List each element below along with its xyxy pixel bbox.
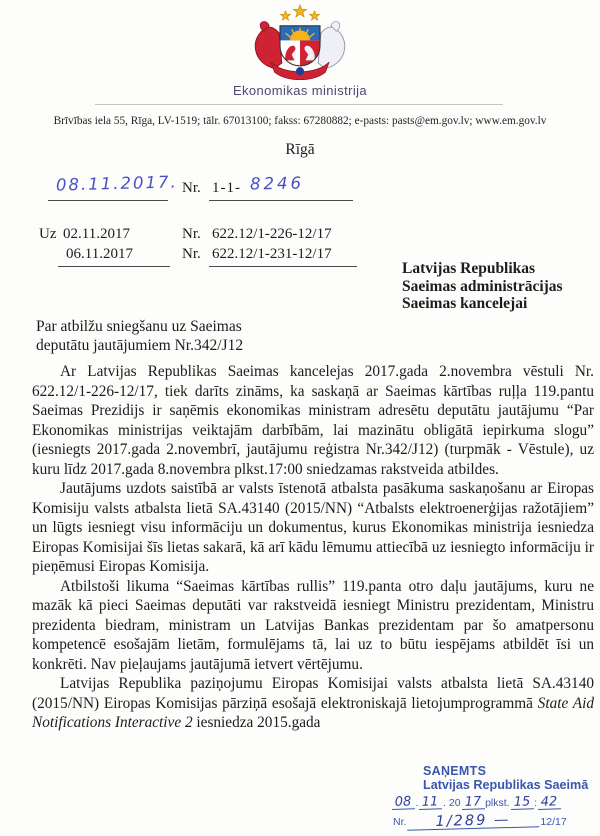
recipient-line-2: Saeimas administrācijas [402, 277, 563, 295]
handwritten-date: 08.11.2017. [55, 172, 178, 195]
nr-label: Nr. [182, 180, 201, 196]
paragraph-4 [32, 674, 594, 733]
ministry-address: Brīvības iela 55, Rīga, LV-1519; tālr. 67013100; fakss: 67280882; e-pasts: pasts@em.gov.lv; www.em.gov.lv [53, 115, 547, 127]
date-underline [48, 200, 168, 201]
paragraph-4-text: Latvijas Republika paziņojumu Eiropas Komisijai valsts atbalsta lietā SA.43140 (2015/NN) Eiropas Komisijas pārziņā esošajā elektroniskajā lietojumprogrammā [32, 675, 594, 712]
incoming-date-2: 06.11.2017 [66, 246, 133, 262]
stamp-date-row [392, 796, 596, 810]
incoming-date-1: 02.11.2017 [63, 226, 130, 242]
stamp-day-handwritten: 08 [392, 795, 415, 810]
received-stamp [392, 764, 596, 829]
stamp-time-label: plkst. [485, 797, 510, 809]
incoming-number-1: 622.12/1-226-12/17 [212, 226, 332, 242]
letter-body [32, 362, 594, 733]
stamp-dot-2: . 20 [443, 797, 461, 809]
recipient-line-1: Latvijas Republikas [402, 260, 536, 277]
stamp-hour-handwritten: 15 [510, 795, 533, 810]
recipient-line-3: Saeimas kancelejai [402, 295, 528, 312]
stamp-nr-handwritten: 1/289 — [407, 812, 539, 830]
ministry-name: Ekonomikas ministrija [232, 83, 368, 98]
incoming-nr-label-1: Nr. [182, 226, 201, 242]
recipient-block [402, 260, 563, 313]
stamp-subtitle: Latvijas Republikas Saeimā [423, 778, 589, 792]
stamp-nr-row [392, 814, 596, 829]
uz-label: Uz [39, 226, 57, 242]
paragraph-3: Atbilstoši likuma “Saeimas kārtības rullis” 119.panta otro daļu jautājums, kuru ne mazāk kā pieci Saeimas deputāti var rakstveidā iesniegt Ministru prezidentam, Ministru prezidenta biedram, ministram un Latvijas Bankas prezidentam par šo amatpersonu kompetencē esošajām lietām, formulējams tā, lai uz to būtu iespējams atbildēt īsi un konkrēti. Nav pieļaujams jautājumā ietvert vērtējumu. [32, 577, 594, 673]
letterhead-divider [95, 104, 503, 105]
nr-prefix: 1-1- [212, 180, 241, 196]
stamp-nr-suffix: 12/17 [540, 816, 567, 828]
incoming-number-2: 622.12/1-231-12/17 [212, 246, 332, 262]
stamp-month-handwritten: 11 [419, 795, 442, 810]
subject-line-2: deputātu jautājumiem Nr.342/J12 [36, 337, 244, 354]
paragraph-1: Ar Latvijas Republikas Saeimas kancelejas 2017.gada 2.novembra vēstuli Nr. 622.12/1-226-12/17, tiek darīts zināms, ka saskaņā ar Saeimas kārtības ruļļa 119.pantu Saeimas Prezidijs ir saņēmis ekonomikas ministram adresētu deputātu jautājumu “Par Ekonomikas ministrijas veiktajām darbībām, lai mazinātu obligātā iepirkuma slogu” (iesniegts 2017.gada 2.novembrī, jautājumu reģistra Nr.342/J12) (turpmāk - Vēstule), uz kuru līdz 2017.gada 8.novembra plkst.17:00 sniedzamas rakstveida atbildes. [32, 363, 594, 478]
paragraph-4-tail: iesniedza 2015.gada [192, 714, 321, 731]
stamp-nr-label: Nr. [393, 816, 407, 828]
stamp-title: SAŅEMTS [423, 764, 487, 778]
stamp-dot-1: . [415, 797, 419, 809]
handwritten-number: 8246 [249, 173, 305, 194]
paragraph-4-italic-title: State Aid Notifications Interactive 2 [32, 694, 594, 731]
paragraph-2: Jautājums uzdots saistībā ar valsts īstenotā atbalsta pasākuma saskaņošanu ar Eiropas Komisiju valsts atbalsta lietā SA.43140 (2015/NN) “Atbalsts elektroenerģijas ražotājiem” un lūgts iesniegt visu informāciju un dokumentus, kurus Ekonomikas ministrija iesniedza Eiropas Komisijai šīs lietas sakarā, kā arī kādu lēmumu attiecībā uz iesniegto informāciju ir pieņēmusi Eiropas Komisija. [32, 480, 594, 575]
latvia-coat-of-arms-icon [234, 4, 366, 84]
subject-block [36, 317, 243, 355]
incoming-nr-underline [209, 266, 357, 267]
incoming-nr-label-2: Nr. [182, 246, 201, 262]
stamp-colon: : [534, 797, 538, 809]
stamp-minute-handwritten: 42 [538, 795, 561, 810]
incoming-date-underline [58, 266, 170, 267]
nr-underline [209, 200, 353, 201]
subject-line-1: Par atbilžu sniegšanu uz Saeimas [36, 318, 242, 335]
place-line: Rīgā [285, 141, 315, 158]
stamp-year-handwritten: 17 [461, 795, 484, 810]
